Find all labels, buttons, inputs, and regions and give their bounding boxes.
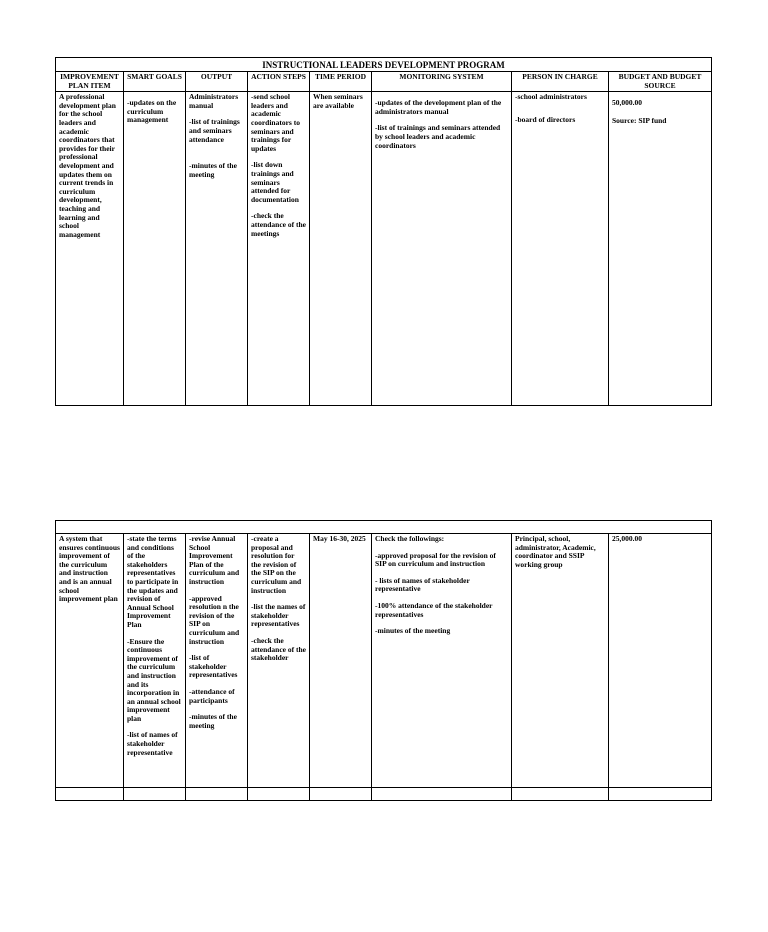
- cell-line: Administrators manual: [189, 92, 239, 110]
- header-cell: SMART GOALS: [124, 72, 186, 92]
- cell-line: -revise Annual School Improvement Plan of the curriculum and instruction: [189, 534, 240, 586]
- blank-cell: [310, 788, 372, 801]
- cell-line: -minutes of the meeting: [375, 626, 451, 636]
- table-title: INSTRUCTIONAL LEADERS DEVELOPMENT PROGRAM: [56, 58, 712, 72]
- cell-line: - lists of names of stakeholder representative: [375, 575, 470, 594]
- header-cell: OUTPUT: [186, 72, 248, 92]
- program-table-continued: [55, 520, 712, 801]
- person-in-charge-cell: [512, 92, 609, 406]
- program-table: [55, 57, 712, 406]
- cell-line: -create a proposal and resolution for the revision of the SIP on the curriculum and instruction: [251, 534, 302, 595]
- cell-line: -minutes of the meeting: [189, 712, 237, 730]
- cell-line: -list of trainings and seminars attendance: [189, 117, 240, 144]
- cell-line: -board of directors: [515, 114, 576, 124]
- blank-footer-row: [56, 788, 712, 801]
- cell-line: -attendance of participants: [189, 686, 235, 705]
- cell-line: -list down trainings and seminars attended for documentation: [251, 160, 299, 204]
- table-row: [56, 534, 712, 788]
- header-cell: BUDGET AND BUDGET SOURCE: [609, 72, 712, 92]
- blank-cell: [186, 788, 248, 801]
- blank-cell: [56, 521, 712, 534]
- cell-line: -minutes of the meeting: [189, 161, 237, 179]
- cell-line: -list of stakeholder representatives: [189, 653, 238, 680]
- cell-line: Principal, school, administrator, Academic, coordinator and SSIP working group: [515, 534, 596, 569]
- blank-cell: [56, 788, 124, 801]
- cell-line: -send school leaders and academic coordinators to seminars and trainings for updates: [251, 92, 300, 153]
- cell-line: 25,000.00: [612, 534, 642, 543]
- header-cell: IMPROVEMENT PLAN ITEM: [56, 72, 124, 92]
- cell-line: 50,000.00: [612, 98, 642, 108]
- time-period-cell: When seminars are available: [310, 92, 372, 406]
- budget-cell: [609, 92, 712, 406]
- header-cell: ACTION STEPS: [248, 72, 310, 92]
- cell-line: -list the names of stakeholder representatives: [251, 602, 306, 629]
- cell-line: -updates on the curriculum management: [127, 98, 177, 125]
- cell-line: Check the followings:: [375, 534, 445, 543]
- table-row: [56, 92, 712, 406]
- blank-cell: [512, 788, 609, 801]
- blank-cell: [248, 788, 310, 801]
- header-cell: MONITORING SYSTEM: [372, 72, 512, 92]
- blank-header-row: [56, 521, 712, 534]
- monitoring-cell: [372, 534, 512, 788]
- blank-cell: [124, 788, 186, 801]
- person-in-charge-cell: [512, 534, 609, 788]
- blank-cell: [372, 788, 512, 801]
- cell-line: -approved proposal for the revision of SIP on curriculum and instruction: [375, 550, 496, 569]
- header-row: [56, 72, 712, 92]
- improvement-item-cell: A professional development plan for the school leaders and academic coordinators that provides for their professional development and updates them on current trends in curriculum development, teaching and learning and school management: [56, 92, 124, 406]
- monitoring-cell: [372, 92, 512, 406]
- blank-cell: [609, 788, 712, 801]
- cell-line: -state the terms and conditions of the stakeholders representatives to participate in the updates and revision of Annual School Improvement Plan: [127, 534, 179, 629]
- output-cell: [186, 92, 248, 406]
- cell-line: -Ensure the continuous improvement of the curriculum and instruction and its incorporation in an annual school improvement plan: [127, 636, 181, 723]
- header-cell: PERSON IN CHARGE: [512, 72, 609, 92]
- cell-line: -100% attendance of the stakeholder representatives: [375, 600, 493, 619]
- cell-line: -updates of the development plan of the administrators manual: [375, 98, 502, 116]
- output-cell: [186, 534, 248, 788]
- smart-goals-cell: [124, 534, 186, 788]
- cell-line: -approved resolution n the revision of the SIP on curriculum and instruction: [189, 593, 240, 646]
- improvement-item-cell: A system that ensures continuous improvement of the curriculum and instruction and is an annual school improvement plan: [56, 534, 124, 788]
- time-period-cell: May 16-30, 2025: [310, 534, 372, 788]
- cell-line: -check the attendance of the stakeholder: [251, 635, 306, 663]
- header-cell: TIME PERIOD: [310, 72, 372, 92]
- cell-line: -list of trainings and seminars attended by school leaders and academic coordinators: [375, 123, 501, 150]
- cell-line: -school administrators: [515, 92, 587, 102]
- budget-cell: [609, 534, 712, 788]
- cell-line: -list of names of stakeholder representative: [127, 730, 178, 757]
- smart-goals-cell: [124, 92, 186, 406]
- action-steps-cell: [248, 534, 310, 788]
- action-steps-cell: [248, 92, 310, 406]
- cell-line: Source: SIP fund: [612, 115, 667, 125]
- cell-line: -check the attendance of the meetings: [251, 211, 306, 238]
